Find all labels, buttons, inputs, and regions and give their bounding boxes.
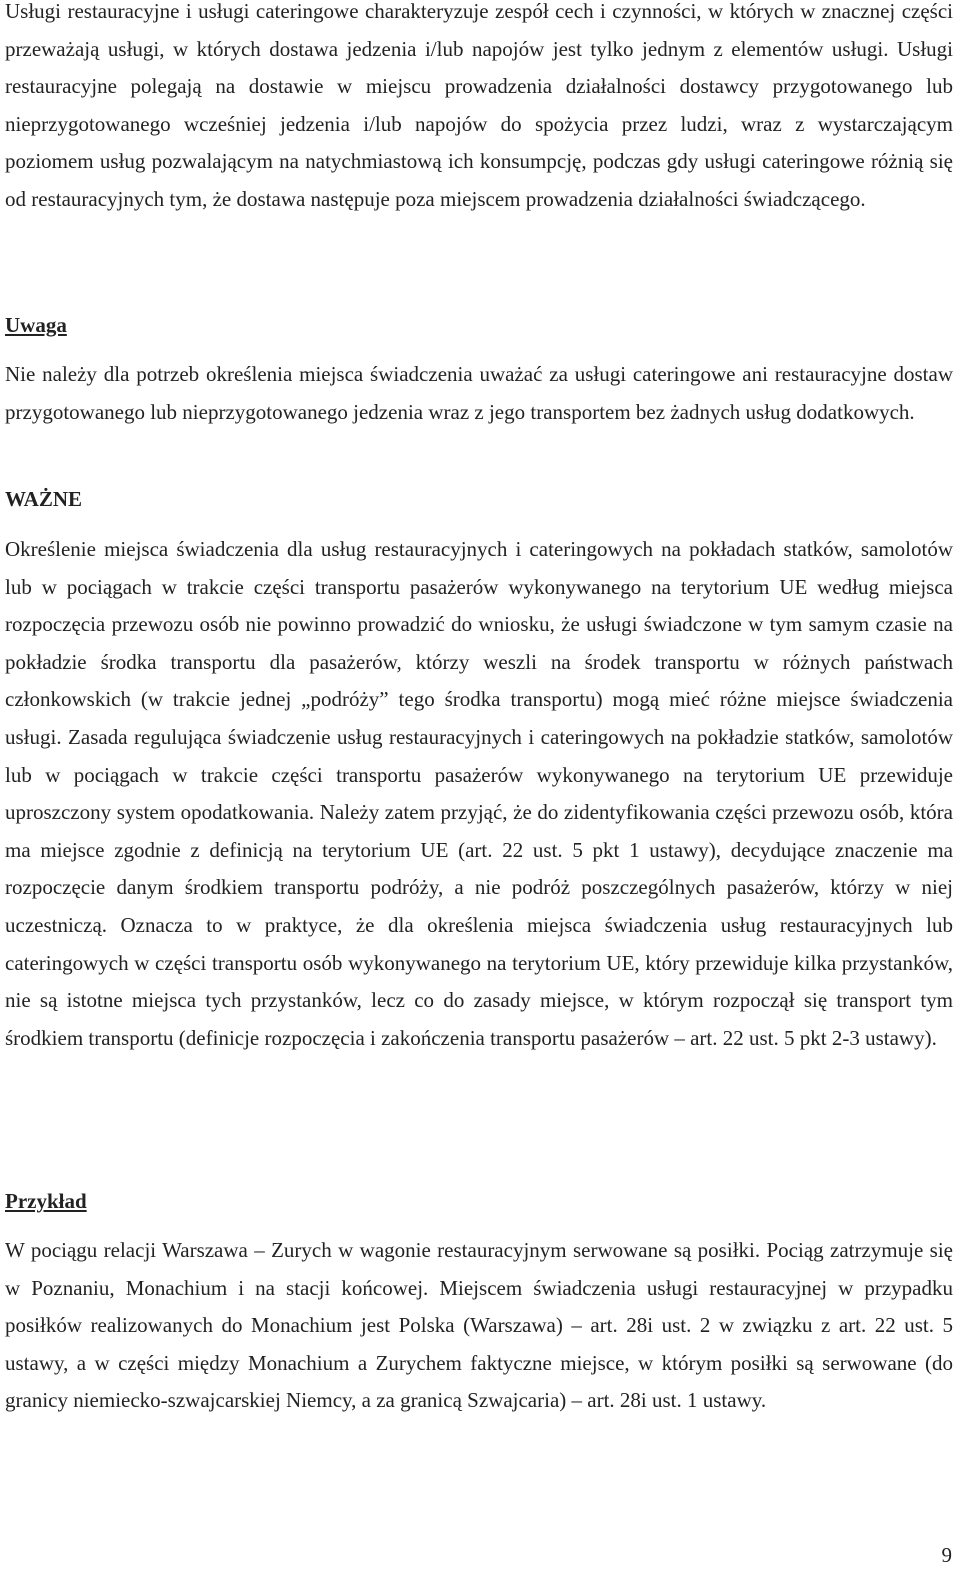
paragraph-uwaga-note: Nie należy dla potrzeb określenia miejsca świadczenia uważać za usługi cateringowe ani restauracyjne dostaw przygotowanego lub nieprzygotowanego jedzenia wraz z jego transportem bez żadnych usług dodatkowych. xyxy=(5,362,953,424)
paragraph-restaurant-services-definition: Usługi restauracyjne i usługi cateringowe charakteryzuje zespół cech i czynności, w których w znacznej części przeważają usługi, w których dostawa jedzenia i/lub napojów jest tylko jednym z elementów usługi. Usługi restauracyjne polegają na dostawie w miejscu prowadzenia działalności dostawcy przygotowanego lub nieprzygotowanego wcześniej jedzenia i/lub napojów do spożycia przez ludzi, wraz z wystarczającym poziomem usług pozwalającym na natychmiastową ich konsumpcję, podczas gdy usługi cateringowe różnią się od restauracyjnych tym, że dostawa następuje poza miejscem prowadzenia działalności świadczącego. xyxy=(5,0,953,211)
page-number: 9 xyxy=(941,1543,952,1567)
paragraph-wazne-transport-rules: Określenie miejsca świadczenia dla usług restauracyjnych i cateringowych na pokładach statków, samolotów lub w pociągach w trakcie części transportu pasażerów wykonywanego na terytorium UE według miejsca rozpoczęcia przewozu osób nie powinno prowadzić do wniosku, że usługi świadczone w tym samym czasie na pokładzie środka transportu dla pasażerów, którzy weszli na środek transportu w różnych państwach członkowskich (w trakcie jednej „podróży” tego środka transportu) mogą mieć różne miejsce świadczenia usługi. Zasada regulująca świadczenie usług restauracyjnych i cateringowych na pokładzie statków, samolotów lub w pociągach w trakcie części transportu pasażerów wykonywanego na terytorium UE przewiduje uproszczony system opodatkowania. Należy zatem przyjąć, że do zidentyfikowania części przewozu osób, która ma miejsce zgodnie z definicją na terytorium UE (art. 22 ust. 5 pkt 1 ustawy), decydujące znaczenie ma rozpoczęcie danym środkiem transportu podróży, a nie podróż poszczególnych pasażerów, którzy w niej uczestniczą. Oznacza to w praktyce, że dla określenia miejsca świadczenia usług restauracyjnych lub cateringowych w części transportu osób wykonywanego na terytorium UE, który przewiduje kilka przystanków, nie są istotne miejsca tych przystanków, lecz co do zasady miejsce, w którym rozpoczął się transport tym środkiem transportu (definicje rozpoczęcia i zakończenia transportu pasażerów – art. 22 ust. 5 pkt 2-3 ustawy). xyxy=(5,537,953,1050)
heading-przyklad: Przykład xyxy=(5,1189,87,1213)
paragraph-przyklad-example: W pociągu relacji Warszawa – Zurych w wagonie restauracyjnym serwowane są posiłki. Pociąg zatrzymuje się w Poznaniu, Monachium i na stacji końcowej. Miejscem świadczenia usługi restauracyjnej w przypadku posiłków realizowanych do Monachium jest Polska (Warszawa) – art. 28i ust. 2 w związku z art. 22 ust. 5 ustawy, a w części między Monachium a Zurychem faktyczne miejsce, w którym posiłki są serwowane (do granicy niemiecko-szwajcarskiej Niemcy, a za granicą Szwajcaria) – art. 28i ust. 1 ustawy. xyxy=(5,1238,953,1413)
heading-wazne: WAŻNE xyxy=(5,487,83,511)
heading-uwaga: Uwaga xyxy=(5,313,67,337)
